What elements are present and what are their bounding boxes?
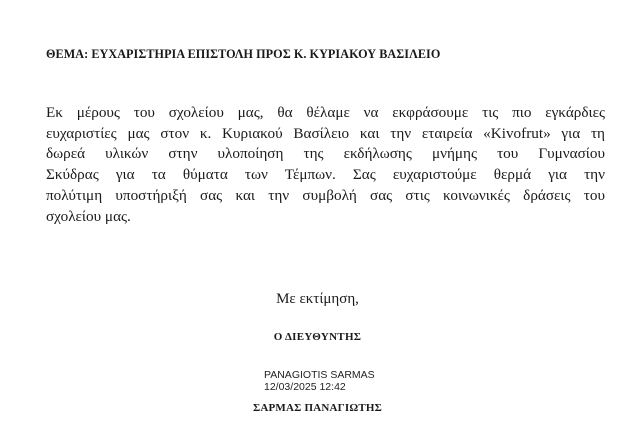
body-line: πολύτιμη υποστήριξή σας και την συμβολή σας στις κοινωνικές δράσεις του — [46, 186, 605, 204]
letter-body — [46, 103, 605, 227]
digital-signature-stamp — [264, 370, 375, 393]
digital-signature-name: PANAGIOTIS SARMAS — [264, 369, 375, 381]
body-line: ευχαριστίες μας στον κ. Κυριακού Βασίλειο και την εταιρεία «Kivofrut» για τη — [46, 124, 605, 142]
signer-name: ΣΑΡΜΑΣ ΠΑΝΑΓΙΩΤΗΣ — [252, 402, 383, 414]
letter-subject: ΘΕΜΑ: ΕΥΧΑΡΙΣΤΗΡΙΑ ΕΠΙΣΤΟΛΗ ΠΡΟΣ Κ. ΚΥΡΙΑΚΟΥ ΒΑΣΙΛΕΙΟ — [46, 47, 441, 61]
body-line: Σκύδρας για τα θύματα των Τέμπων. Σας ευχαριστούμε θερμά για την — [46, 166, 605, 184]
body-line: δωρεά υλικών στην υλοποίηση της εκδήλωσης μνήμης του Γυμνασίου — [46, 145, 605, 163]
signer-role: Ο ΔΙΕΥΘΥΝΤΗΣ — [273, 331, 362, 343]
digital-signature-timestamp: 12/03/2025 12:42 — [264, 380, 346, 393]
body-line: Εκ μέρους του σχολείου μας, θα θέλαμε να εκφράσουμε τις πιο εγκάρδιες — [46, 104, 605, 121]
body-line: σχολείου μας. — [46, 207, 131, 225]
closing-salutation: Με εκτίμηση, — [276, 291, 359, 307]
